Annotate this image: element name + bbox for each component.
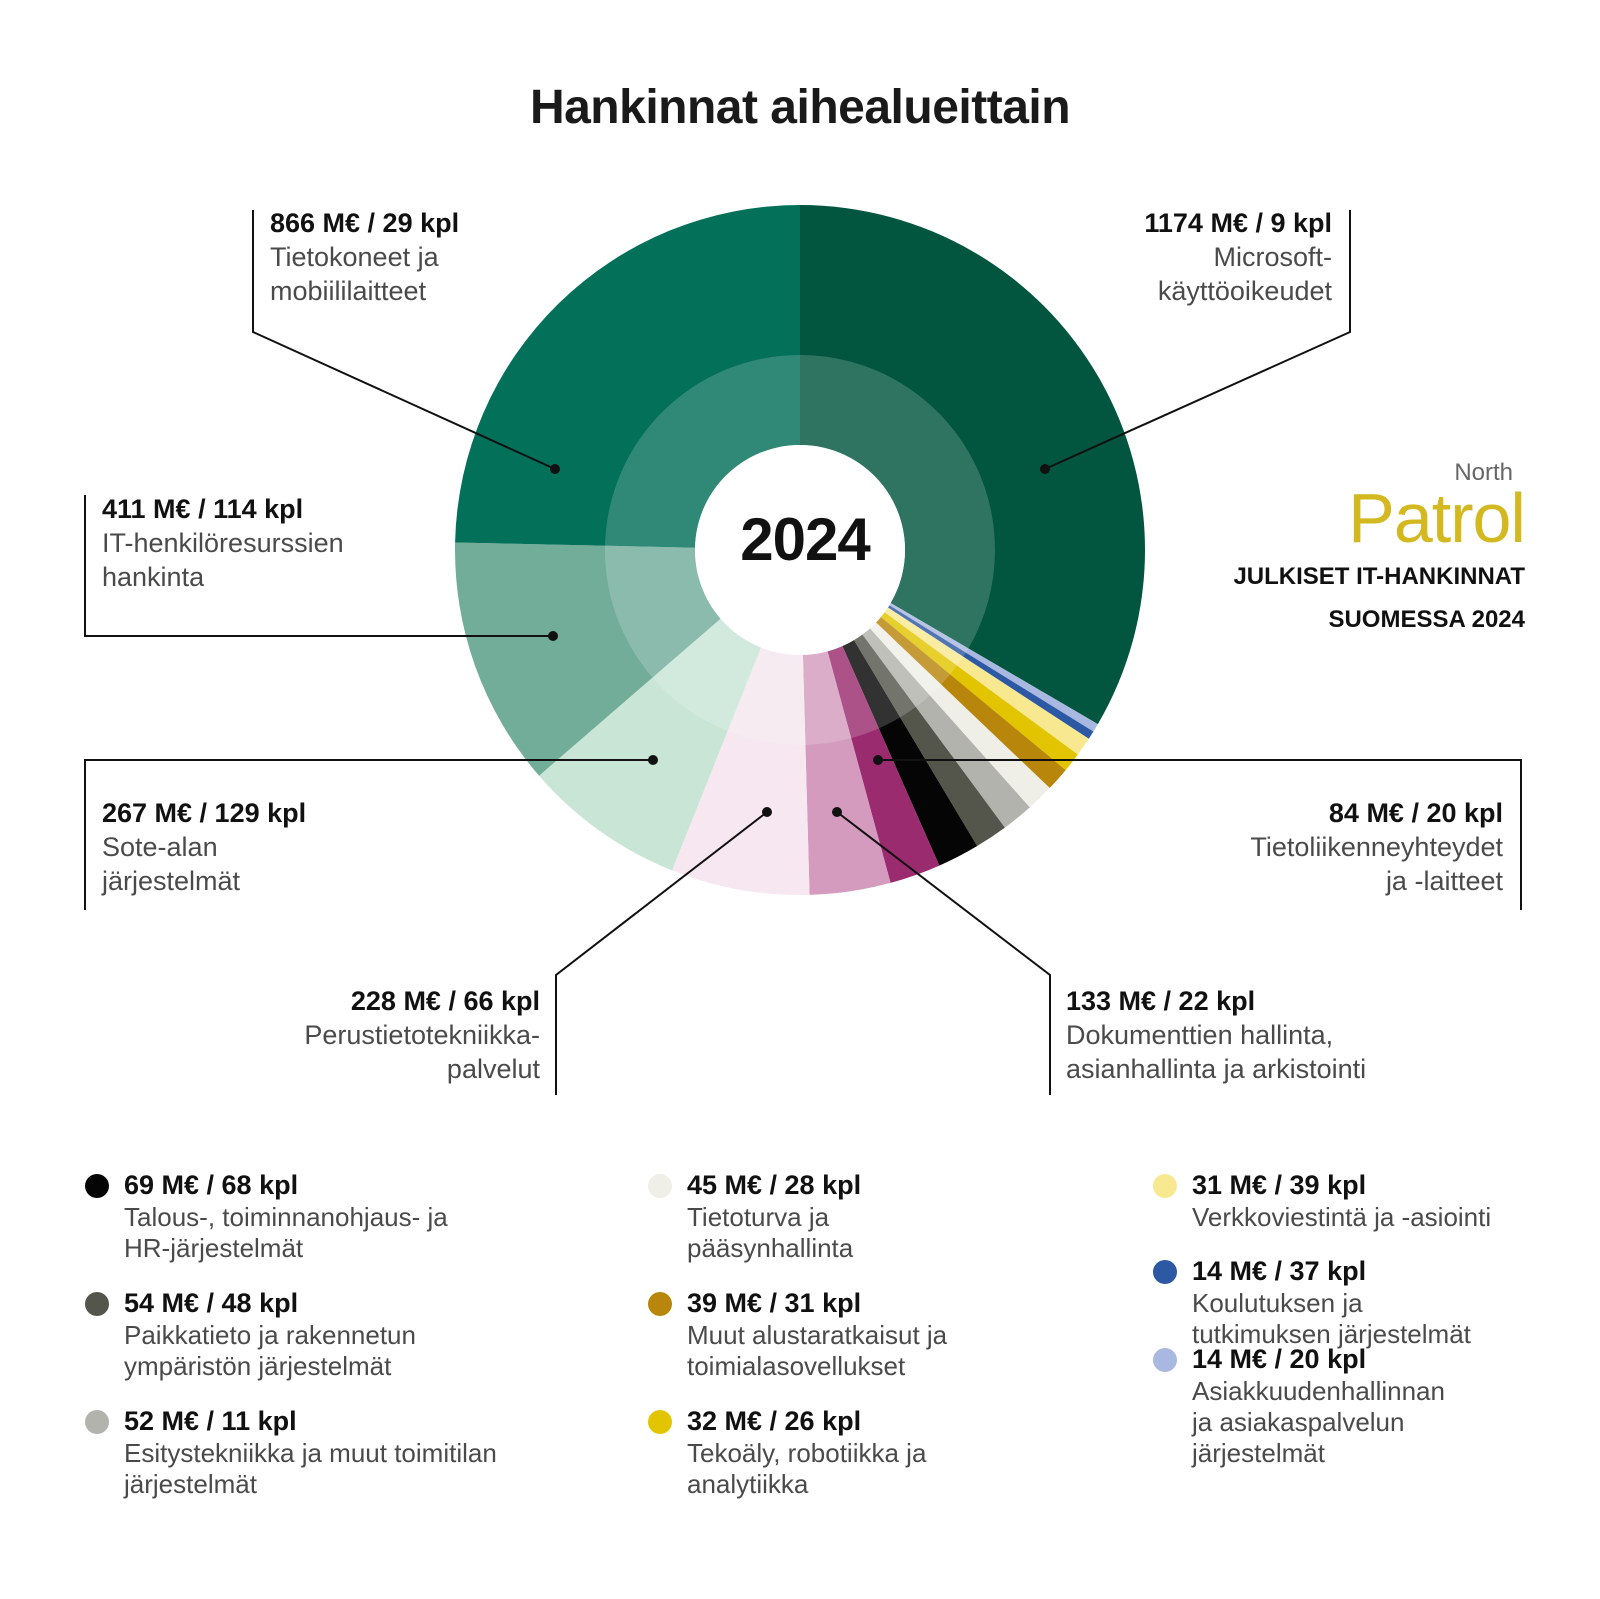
callout-label-line: hankinta [102, 562, 205, 592]
leader-dot-sote [648, 755, 658, 765]
legend-swatch [85, 1410, 109, 1434]
callout-label-line: ja -laitteet [1385, 866, 1503, 896]
callout-value: 1174 M€ / 9 kpl [1144, 208, 1332, 238]
legend-value: 69 M€ / 68 kpl [124, 1170, 299, 1200]
legend-item [648, 1286, 1088, 1382]
callout-value: 228 M€ / 66 kpl [350, 986, 540, 1016]
callout-label-line: Microsoft- [1213, 242, 1332, 272]
callout-dokumentti [1066, 984, 1366, 1086]
callout-microsoft [1030, 206, 1332, 308]
legend-value: 54 M€ / 48 kpl [124, 1288, 299, 1318]
callout-henkilo [102, 492, 344, 594]
callout-sote [102, 796, 306, 898]
brand-subtitle-line: SUOMESSA 2024 [1328, 606, 1525, 633]
legend-label-line: analytiikka [687, 1469, 809, 1499]
legend-value: 45 M€ / 28 kpl [687, 1170, 862, 1200]
callout-tietokoneet [270, 206, 459, 308]
legend-value: 39 M€ / 31 kpl [687, 1288, 862, 1318]
callout-value: 133 M€ / 22 kpl [1066, 986, 1256, 1016]
legend-label-line: Verkkoviestintä ja -asiointi [1192, 1202, 1492, 1232]
callout-value: 411 M€ / 114 kpl [102, 494, 304, 524]
legend-item [1153, 1254, 1593, 1350]
legend-item [1153, 1342, 1593, 1469]
legend-swatch [648, 1174, 672, 1198]
leader-dot-perus [762, 807, 772, 817]
legend-item [648, 1168, 1088, 1264]
legend-value: 14 M€ / 37 kpl [1192, 1256, 1367, 1286]
callout-label-line: Sote-alan [102, 832, 218, 862]
callout-value: 84 M€ / 20 kpl [1328, 798, 1503, 828]
callout-label-line: asianhallinta ja arkistointi [1066, 1054, 1367, 1084]
callout-label-line: palvelut [446, 1054, 540, 1084]
legend-label-line: Koulutuksen ja [1192, 1288, 1363, 1318]
legend-label-line: Talous-, toiminnanohjaus- ja [124, 1202, 448, 1232]
callout-label-line: järjestelmät [102, 866, 241, 896]
callout-label-line: Tietokoneet ja [270, 242, 439, 272]
legend-label-line: Muut alustaratkaisut ja [687, 1320, 948, 1350]
legend-swatch [85, 1174, 109, 1198]
legend-item [85, 1286, 525, 1382]
north-patrol-brand [1180, 460, 1525, 636]
legend-label-line: Tekoäly, robotiikka ja [687, 1438, 927, 1468]
legend-value: 52 M€ / 11 kpl [124, 1406, 297, 1436]
leader-dot-dokumentti [832, 807, 842, 817]
brand-logo-patrol: Patrol [1348, 479, 1525, 557]
legend-label-line: Paikkatieto ja rakennetun [124, 1320, 416, 1350]
callout-label-line: IT-henkilöresurssien [102, 528, 344, 558]
callout-label-line: Tietoliikenneyhteydet [1250, 832, 1503, 862]
legend-swatch [85, 1292, 109, 1316]
legend-swatch [1153, 1174, 1177, 1198]
legend-label-line: järjestelmät [124, 1469, 257, 1499]
callout-perus [240, 984, 540, 1086]
brand-logo-north: North [1454, 459, 1513, 486]
legend-value: 14 M€ / 20 kpl [1192, 1344, 1367, 1374]
legend-label-line: toimialasovellukset [687, 1351, 906, 1381]
legend-label-line: tutkimuksen järjestelmät [1192, 1319, 1471, 1349]
legend-label-line: pääsynhallinta [687, 1233, 854, 1263]
leader-dot-microsoft [1040, 464, 1050, 474]
callout-label-line: Dokumenttien hallinta, [1066, 1020, 1334, 1050]
callout-label-line: Perustietotekniikka- [304, 1020, 540, 1050]
legend-item [648, 1404, 1088, 1500]
legend-label-line: ympäristön järjestelmät [124, 1351, 392, 1381]
brand-subtitle-line: JULKISET IT-HANKINNAT [1233, 563, 1525, 590]
legend-value: 31 M€ / 39 kpl [1192, 1170, 1367, 1200]
legend-swatch [648, 1292, 672, 1316]
center-year-label: 2024 [740, 506, 870, 573]
legend-label-line: ja asiakaspalvelun [1192, 1407, 1405, 1437]
leader-dot-tietoliikenne [873, 755, 883, 765]
legend-swatch [648, 1410, 672, 1434]
legend-swatch [1153, 1348, 1177, 1372]
legend-label-line: HR-järjestelmät [124, 1233, 304, 1263]
callout-tietoliikenne [1160, 796, 1503, 898]
callout-value: 267 M€ / 129 kpl [102, 798, 307, 828]
chart-title: Hankinnat aihealueittain [529, 81, 1071, 134]
legend-item [1153, 1168, 1593, 1233]
callout-label-line: käyttöoikeudet [1157, 276, 1332, 306]
legend-label-line: järjestelmät [1192, 1438, 1325, 1468]
legend-item [85, 1168, 525, 1264]
legend-item [85, 1404, 525, 1500]
legend-label-line: Tietoturva ja [687, 1202, 830, 1232]
legend-label-line: Asiakkuudenhallinnan [1192, 1376, 1445, 1406]
leader-dot-henkilo [548, 631, 558, 641]
legend-value: 32 M€ / 26 kpl [687, 1406, 862, 1436]
legend-label-line: Esitystekniikka ja muut toimitilan [124, 1438, 497, 1468]
leader-dot-tietokoneet [550, 464, 560, 474]
legend-swatch [1153, 1260, 1177, 1284]
callout-label-line: mobiililaitteet [270, 276, 427, 306]
callout-value: 866 M€ / 29 kpl [270, 208, 460, 238]
